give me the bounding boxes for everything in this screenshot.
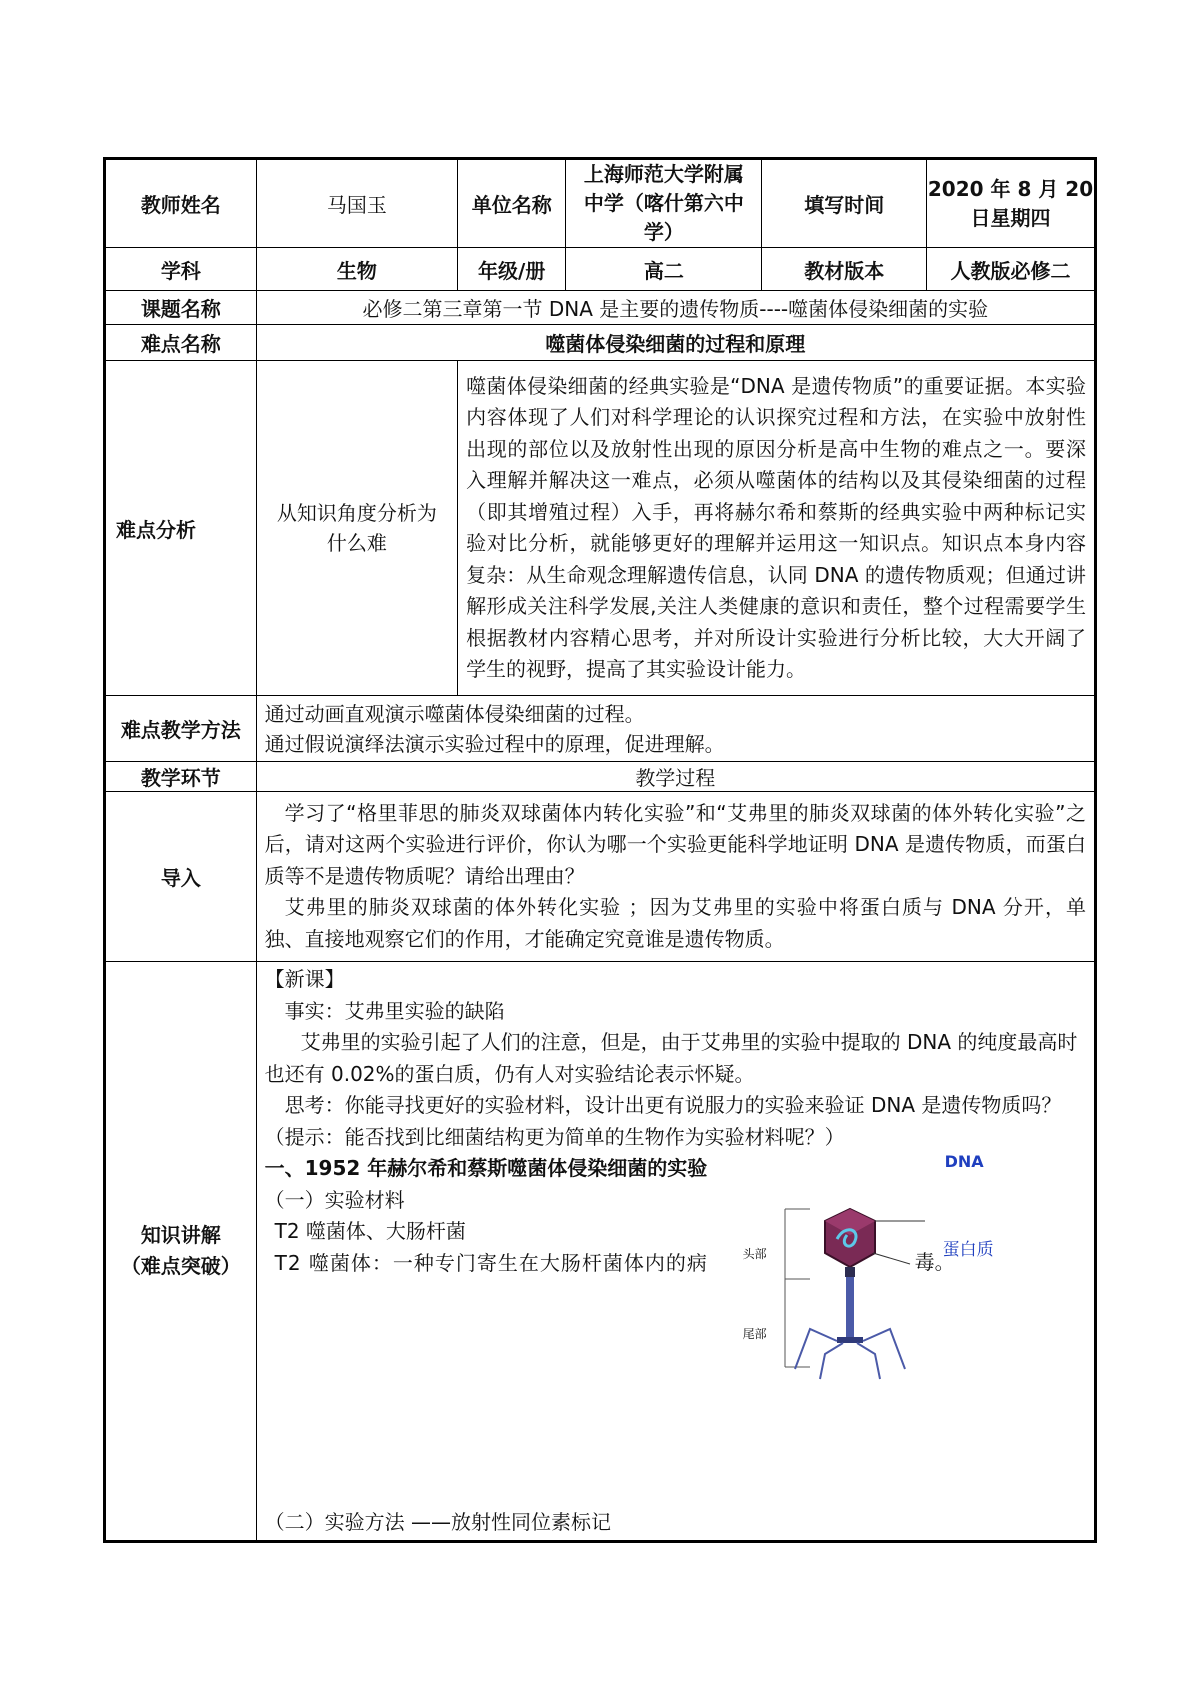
teaching-method-row [105,696,1096,762]
fill-time-label: 填写时间 [762,159,927,248]
grade-value: 高二 [566,248,762,291]
unit-line-2: 中学（喀什第六中 [583,191,744,215]
head-label: 头部 [742,1246,767,1261]
tail-fiber-4 [863,1329,905,1369]
lecture-paragraph-2: 思考：你能寻找更好的实验材料，设计出更有说服力的实验来验证 DNA 是遗传物质吗？（提示：能否找到比细菌结构更为简单的生物作为实验材料呢？） [264,1093,1062,1149]
grade-label: 年级/册 [458,248,566,291]
difficulty-name-value: 噬菌体侵染细菌的过程和原理 [256,325,1095,361]
sub-heading-materials: （一）实验材料 [264,1187,405,1212]
tail-fiber-3 [857,1343,880,1379]
teaching-method-line-1: 通过动画直观演示噬菌体侵染细菌的过程。 [264,701,645,726]
textbook-label: 教材版本 [762,248,927,291]
tail-label: 尾部 [742,1326,767,1341]
materials-line: T2 噬菌体、大肠杆菌 [274,1219,466,1243]
tail-fiber-2 [820,1343,843,1379]
fill-time-value [927,159,1096,248]
protein-pointer [873,1253,910,1264]
teaching-method-label: 难点教学方法 [105,696,257,762]
difficulty-name-row [105,325,1096,361]
analysis-sublabel-line-2: 什么难 [326,531,387,555]
intro-paragraph-1: 学习了“格里菲思的肺炎双球菌体内转化实验”和“艾弗里的肺炎双球菌的体外转化实验”之后，请对这两个实验进行评价，你认为哪一个实验更能科学地证明 DNA 是遗传物质，而蛋白质等不是遗传物质呢？请给出理由？ [264,800,1086,888]
dna-label: DNA [944,1151,984,1171]
analysis-sublabel-line-1: 从知识角度分析为 [276,501,437,525]
phage-definition-b: 毒。 [914,1249,955,1274]
teacher-name-label: 教师姓名 [105,159,257,248]
fact-line: 事实：艾弗里实验的缺陷 [284,998,505,1023]
teaching-method-text [256,696,1095,762]
phage-diagram [725,1179,1025,1419]
teacher-name-value: 马国玉 [256,159,457,248]
difficulty-analysis-sublabel [256,361,457,696]
topic-row [105,291,1096,325]
unit-name-value [566,159,762,248]
textbook-value: 人教版必修二 [927,248,1096,291]
difficulty-name-label: 难点名称 [105,325,257,361]
subject-label: 学科 [105,248,257,291]
tail-sheath [846,1277,854,1339]
intro-paragraph-2: 艾弗里的肺炎双球菌的体外转化实验 ；因为艾弗里的实验中将蛋白质与 DNA 分开，单独、直接地观察它们的作用，才能确定究竟谁是遗传物质。 [264,895,1086,951]
header-row-2 [105,248,1096,291]
section-heading-1: 一、1952 年赫尔希和蔡斯噬菌体侵染细菌的实验 [264,1156,708,1180]
topic-label: 课题名称 [105,291,257,325]
lecture-paragraph-1: 艾弗里的实验引起了人们的注意，但是，由于艾弗里的实验中提取的 DNA 的纯度最高时也还有 0.02%的蛋白质，仍有人对实验结论表示怀疑。 [264,1030,1078,1086]
phage-figure [725,1151,1025,1419]
intro-row [105,792,1096,962]
phage-definition-a: T2 噬菌体：一种专门寄生在大肠杆菌体内的病 [274,1250,708,1275]
teaching-stage-row [105,762,1096,792]
difficulty-analysis-label: 难点分析 [105,361,257,696]
material-text [265,1185,745,1280]
new-lesson-tag: 【新课】 [264,967,345,991]
base-plate [837,1337,863,1343]
protein-label: 蛋白质 [942,1239,994,1260]
difficulty-analysis-row [105,361,1096,696]
lecture-label [105,962,257,1542]
intro-label: 导入 [105,792,257,962]
topic-value: 必修二第三章第一节 DNA 是主要的遗传物质----噬菌体侵染细菌的实验 [256,291,1095,325]
lecture-label-line-2: （难点突破） [120,1254,241,1278]
teaching-method-line-2: 通过假说演绎法演示实验过程中的原理，促进理解。 [264,731,725,756]
lecture-content [256,962,1095,1542]
lecture-row [105,962,1096,1542]
subject-value: 生物 [256,248,457,291]
tail-fiber-1 [795,1329,837,1369]
lecture-label-line-1: 知识讲解 [140,1223,221,1247]
difficulty-analysis-text: 噬菌体侵染细菌的经典实验是“DNA 是遗传物质”的重要证据。本实验内容体现了人们对科学理论的认识探究过程和方法，在实验中放射性出现的部位以及放射性出现的原因分析是高中生物的难点之一。要深入理解并解决这一难点，必须从噬菌体的结构以及其侵染细菌的过程（即其增殖过程）入手，再将赫尔希和蔡斯的经典实验中两种标记实验对比分析，就能够更好的理解并运用这一知识点。知识点本身内容复杂：从生命观念理解遗传信息，认同 DNA 的遗传物质观；但通过讲解形成关注科学发展,关注人类健康的意识和责任，整个过程需要学生根据教材内容精心思考，并对所设计实验进行分析比较，大大开阔了学生的视野，提高了其实验设计能力。 [458,361,1096,696]
lesson-plan-table [103,157,1097,1543]
fill-time-line-1: 2020 年 8 月 20 [927,176,1094,201]
unit-name-label: 单位名称 [458,159,566,248]
header-row-1 [105,159,1096,248]
unit-line-3: 学） [643,220,684,244]
fill-time-line-2: 日星期四 [970,205,1051,230]
sub-heading-method: （二）实验方法 ——放射性同位素标记 [264,1509,611,1534]
tail-collar [845,1267,855,1277]
intro-text [256,792,1095,962]
teaching-stage-label: 教学环节 [105,762,257,792]
unit-line-1: 上海师范大学附属 [583,162,744,186]
teaching-stage-value: 教学过程 [256,762,1095,792]
